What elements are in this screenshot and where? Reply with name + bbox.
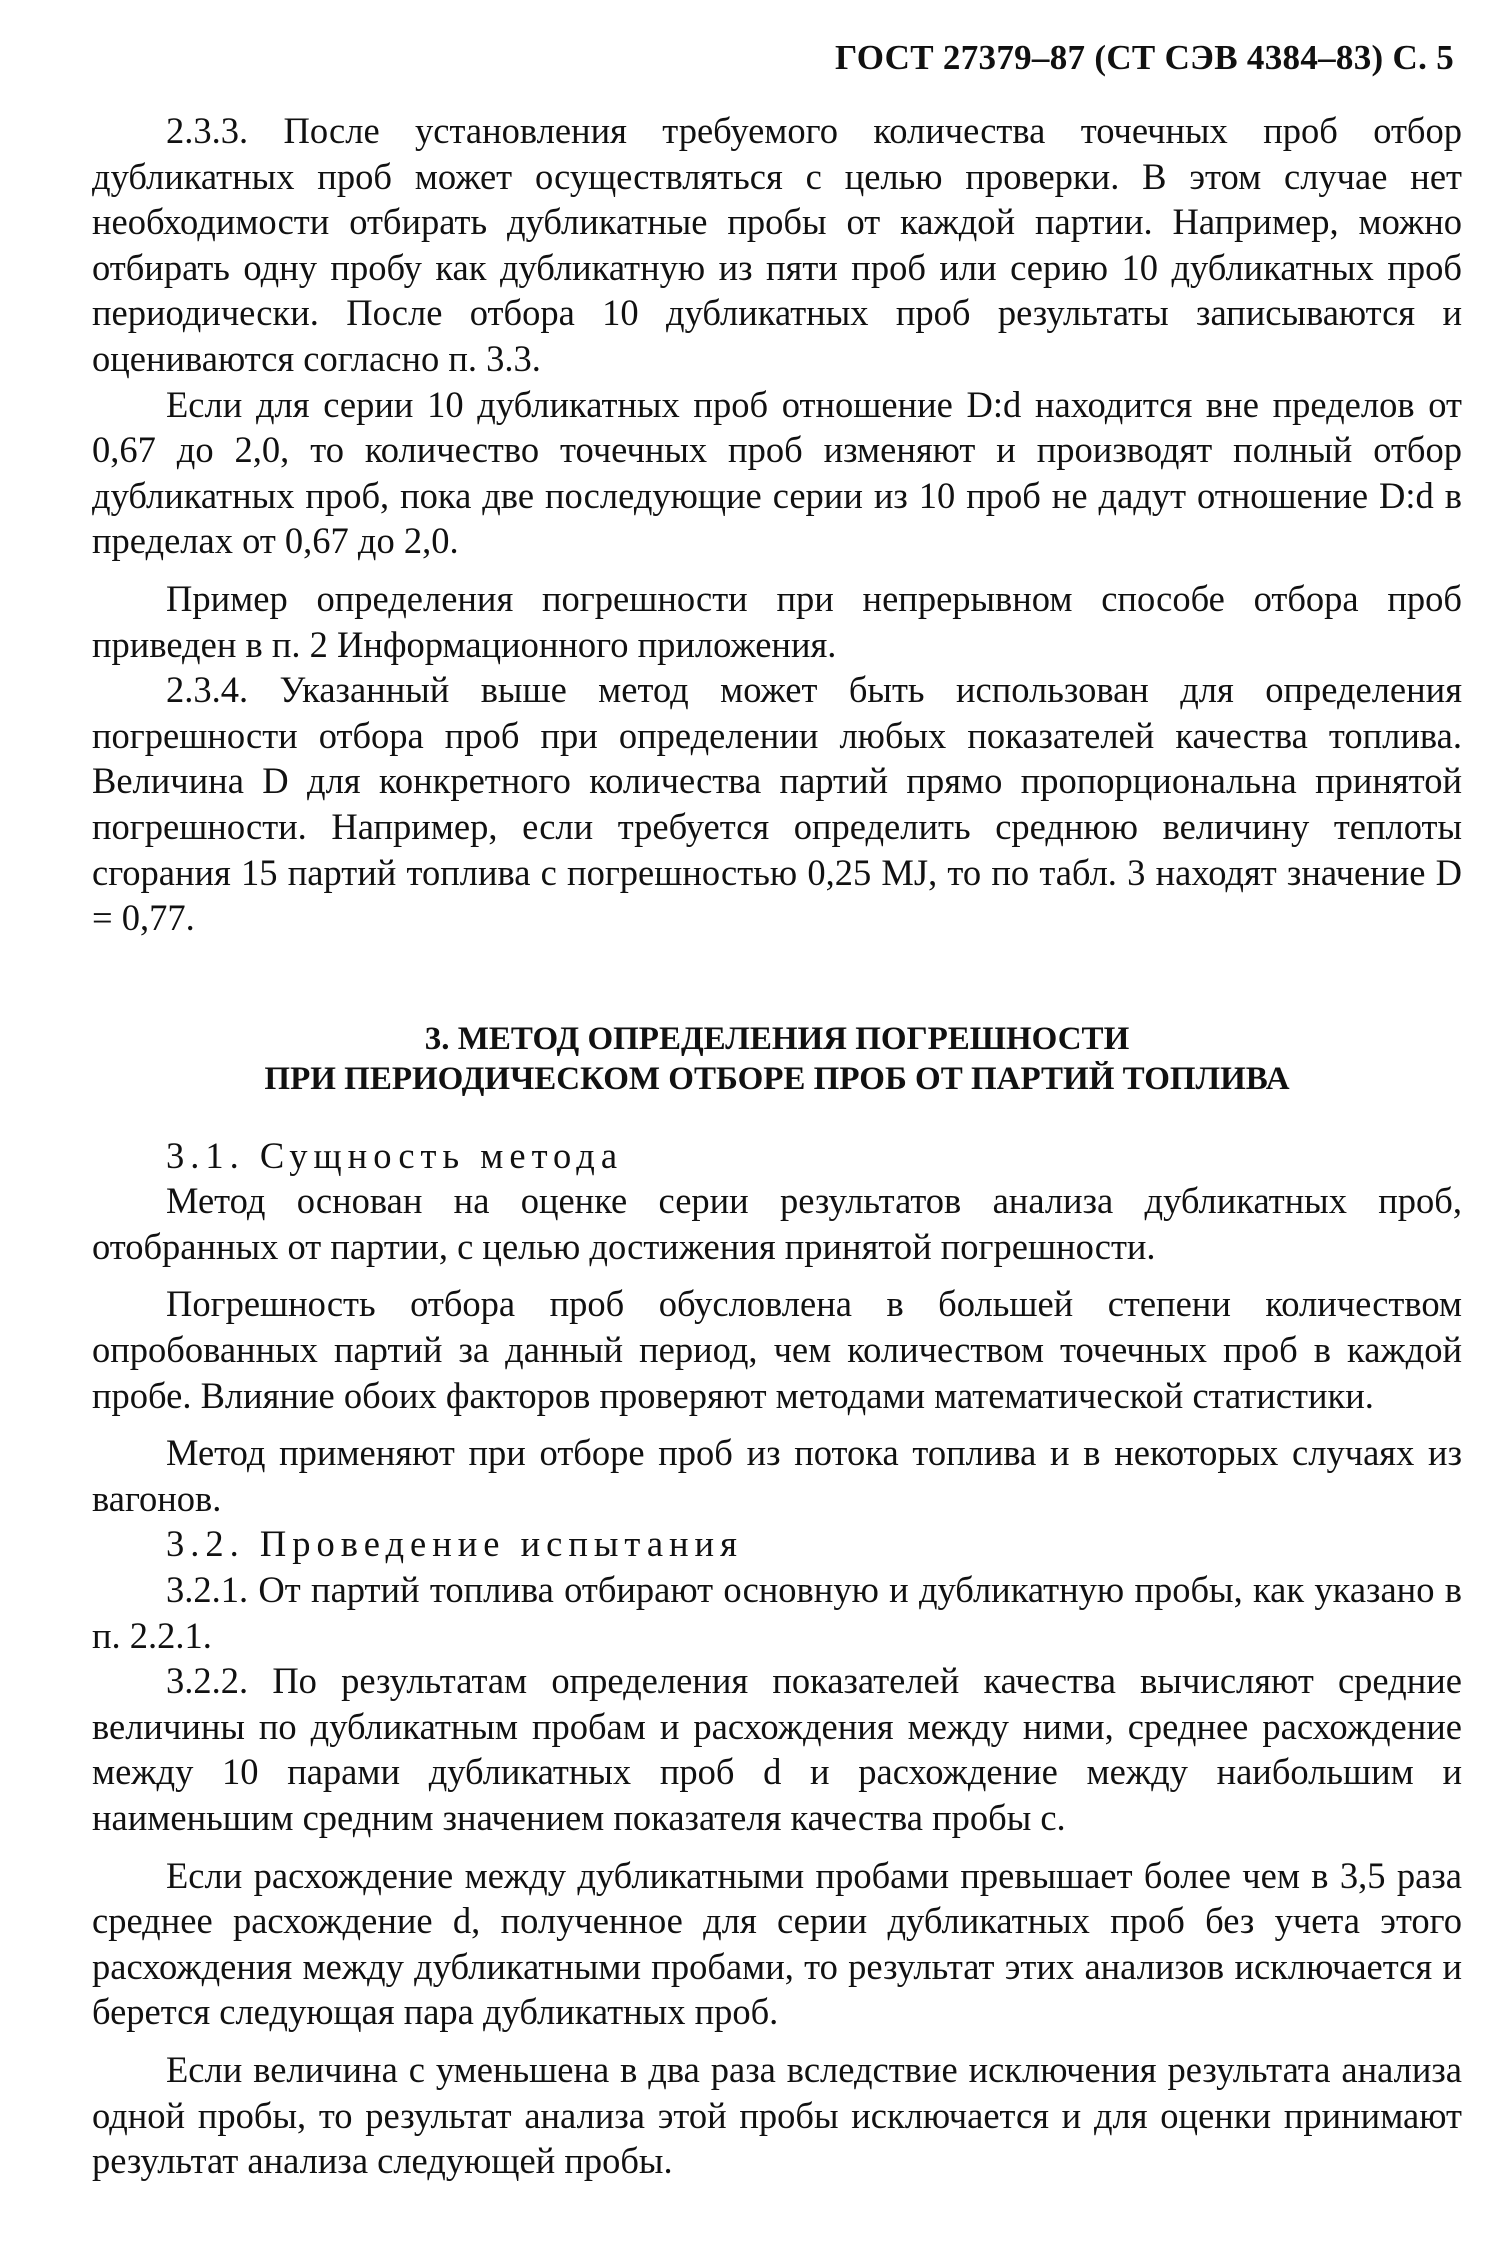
section-heading-line-1: 3. МЕТОД ОПРЕДЕЛЕНИЯ ПОГРЕШНОСТИ bbox=[424, 1020, 1130, 1057]
paragraph-discrepancy-rule: Если расхождение между дубликатными пробами превышает более чем в 3,5 раза среднее расхождение d, полученное для серии дубликатных проб без учета этого расхождения между дубликатными пробами, то результат этих анализов исключается и берется следующая пара дубликатных проб. bbox=[92, 1854, 1462, 2033]
paragraph-example-reference: Пример определения погрешности при непрерывном способе отбора проб приведен в п. 2 Информационного приложения. bbox=[92, 577, 1462, 665]
section-heading bbox=[92, 1019, 1462, 1099]
paragraph-ratio-condition: Если для серии 10 дубликатных проб отношение D:d находится вне пределов от 0,67 до 2,0, то количество точечных проб изменяют и производят полный отбор дубликатных проб, пока две последующие серии из 10 проб не дадут отношение D:d в пределах от 0,67 до 2,0. bbox=[92, 383, 1462, 562]
section-heading-line-2: ПРИ ПЕРИОДИЧЕСКОМ ОТБОРЕ ПРОБ ОТ ПАРТИЙ ТОПЛИВА bbox=[264, 1060, 1290, 1097]
paragraph-3-2-1: 3.2.1. От партий топлива отбирают основную и дубликатную пробы, как указано в п. 2.2.1. bbox=[92, 1569, 1462, 1656]
page-header: ГОСТ 27379–87 (СТ СЭВ 4384–83) С. 5 bbox=[835, 38, 1454, 77]
paragraph-method-application: Метод применяют при отборе проб из потока топлива и в некоторых случаях из вагонов. bbox=[92, 1432, 1462, 1519]
paragraph-2-3-3: 2.3.3. После установления требуемого количества точечных проб отбор дубликатных проб может осуществляться с целью проверки. В этом случае нет необходимости отбирать дубликатные пробы от каждой партии. Например, можно отбирать одну пробу как дубликатную из пяти проб или серию 10 дубликатных проб периодически. После отбора 10 дубликатных проб результаты записываются и оцениваются согласно п. 3.3. bbox=[92, 110, 1462, 379]
subsection-3-2-title: 3.2. Проведение испытания bbox=[166, 1523, 743, 1565]
paragraph-method-basis: Метод основан на оценке серии результатов анализа дубликатных проб, отобранных от партии, с целью достижения принятой погрешности. bbox=[92, 1180, 1462, 1267]
paragraph-2-3-4: 2.3.4. Указанный выше метод может быть использован для определения погрешности отбора проб при определении любых показателей качества топлива. Величина D для конкретного количества партий прямо пропорциональна принятой погрешности. Например, если требуется определить среднюю величину теплоты сгорания 15 партий топлива с погрешностью 0,25 MJ, то по табл. 3 находят значение D = 0,77. bbox=[92, 669, 1462, 939]
paragraph-c-reduction-rule: Если величина c уменьшена в два раза вследствие исключения результата анализа одной пробы, то результат анализа этой пробы исключается и для оценки принимают результат анализа следующей пробы. bbox=[92, 2048, 1462, 2182]
subsection-3-1-title: 3.1. Сущность метода bbox=[166, 1134, 624, 1176]
paragraph-error-factors: Погрешность отбора проб обусловлена в большей степени количеством опробованных партий за данный период, чем количеством точечных проб в каждой пробе. Влияние обоих факторов проверяют методами математической статистики. bbox=[92, 1283, 1462, 1416]
paragraph-3-2-2: 3.2.2. По результатам определения показателей качества вычисляют средние величины по дубликатным пробам и расхождения между ними, среднее расхождение между 10 парами дубликатных проб d и расхождение между наибольшим и наименьшим средним значением показателя качества пробы c. bbox=[92, 1660, 1462, 1838]
document-body bbox=[92, 108, 1462, 2184]
